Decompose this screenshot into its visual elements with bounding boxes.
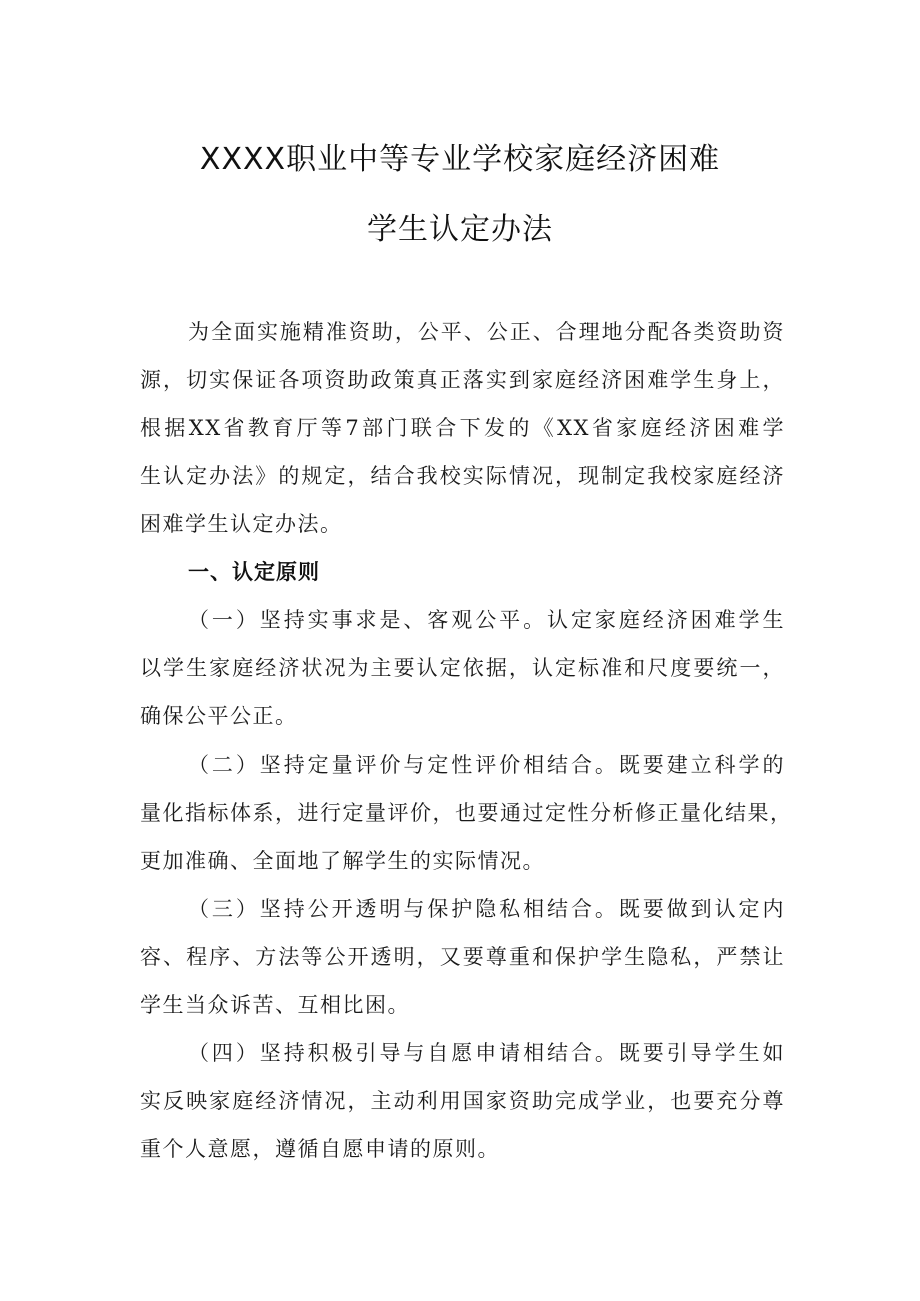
paragraph-line: （三）坚持公开透明与保护隐私相结合。既要做到认定内 — [188, 897, 785, 921]
paragraph-line: 更加准确、全面地了解学生的实际情况。 — [140, 849, 545, 873]
paragraph-line: 重个人意愿，遵循自愿申请的原则。 — [140, 1137, 500, 1161]
paragraph-line: 根据XX省教育厅等7部门联合下发的《XX省家庭经济困难学 — [140, 416, 785, 440]
paragraph-line: 生认定办法》的规定，结合我校实际情况，现制定我校家庭经济 — [140, 464, 785, 488]
paragraph-line: 以学生家庭经济状况为主要认定依据，认定标准和尺度要统一， — [140, 656, 785, 680]
paragraph-line: （一）坚持实事求是、客观公平。认定家庭经济困难学生 — [188, 608, 785, 632]
paragraph-line: 容、程序、方法等公开透明，又要尊重和保护学生隐私，严禁让 — [140, 945, 785, 969]
document-title-line1: XXXX职业中等专业学校家庭经济困难 — [199, 142, 721, 177]
paragraph-line: 困难学生认定办法。 — [140, 512, 343, 536]
paragraph-line: （四）坚持积极引导与自愿申请相结合。既要引导学生如 — [188, 1041, 785, 1065]
paragraph-line: 学生当众诉苦、互相比困。 — [140, 993, 410, 1017]
paragraph-line: （二）坚持定量评价与定性评价相结合。既要建立科学的 — [188, 753, 785, 777]
paragraph-line: 实反映家庭经济情况，主动利用国家资助完成学业，也要充分尊 — [140, 1089, 785, 1113]
section-heading: 一、认定原则 — [188, 560, 320, 584]
paragraph-line: 确保公平公正。 — [140, 704, 298, 728]
document-title-line2: 学生认定办法 — [367, 212, 553, 247]
paragraph-line: 为全面实施精准资助，公平、公正、合理地分配各类资助资 — [188, 320, 785, 344]
paragraph-line: 源，切实保证各项资助政策真正落实到家庭经济困难学生身上， — [140, 368, 785, 392]
paragraph-line: 量化指标体系，进行定量评价，也要通过定性分析修正量化结果， — [140, 801, 793, 825]
